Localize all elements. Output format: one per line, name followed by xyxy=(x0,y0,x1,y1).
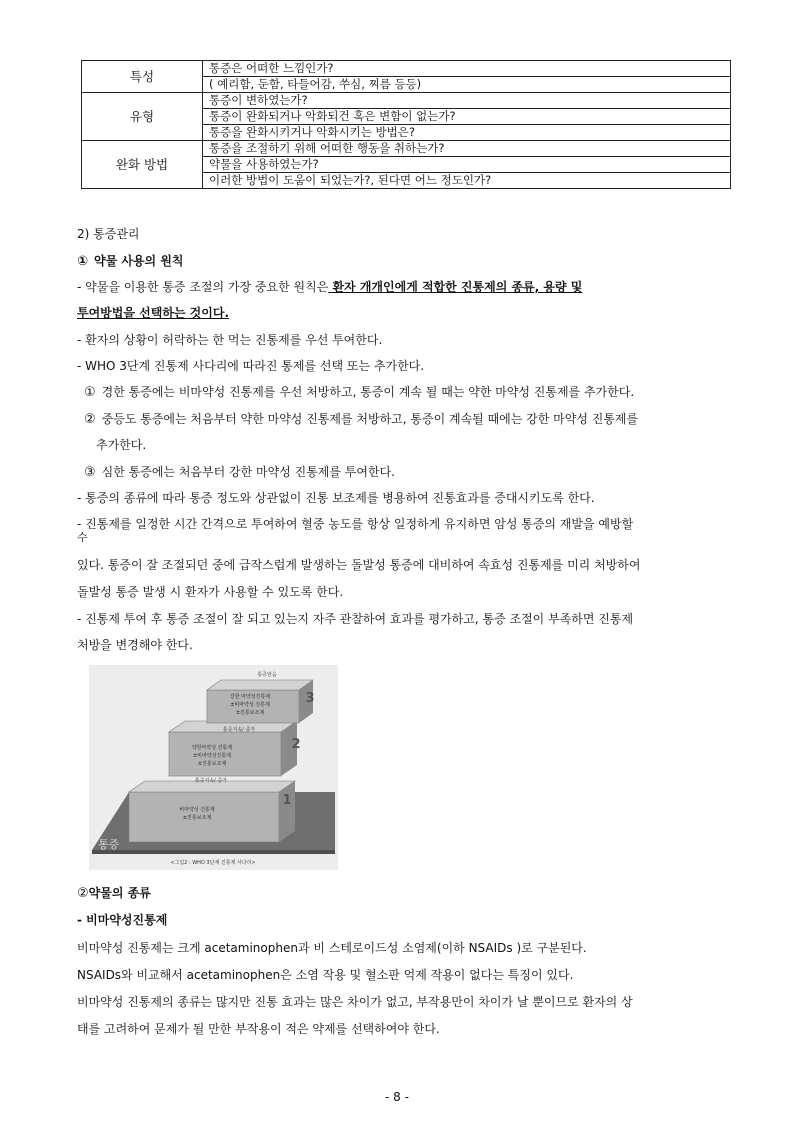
table-row xyxy=(82,61,731,77)
paragraph-line: 처방을 변경해야 한다. xyxy=(77,638,193,652)
paragraph-line: 추가한다. xyxy=(96,438,147,452)
item-cell: 통증이 완화되거나 악화되건 혹은 변함이 없는가? xyxy=(203,109,731,125)
ladder-step-2-text xyxy=(84,411,638,428)
paragraph-line: 수 xyxy=(77,531,88,544)
ladder-step-1-text xyxy=(84,384,634,401)
bullet-title: - 비마약성진통제 xyxy=(77,913,168,927)
paragraph-text: - 약물을 이용한 통증 조절의 가장 중요한 원칙은 xyxy=(77,280,329,294)
item-cell: 통증을 완화시키거나 악화시키는 방법은? xyxy=(203,125,731,141)
step-text: 경한 통증에는 비마약성 진통제를 우선 처방하고, 통증이 계속 될 때는 약한 마약성 진통제를 추가한다. xyxy=(101,385,635,399)
circled-number: ③ xyxy=(84,465,96,480)
paragraph-line: - 진통제를 일정한 시간 간격으로 투여하여 혈중 농도를 항상 일정하게 유지하면 암성 통증의 재발을 예방할 xyxy=(77,517,634,531)
paragraph-line: - WHO 3단계 진통제 사다리에 따라진 통제를 선택 또는 추가한다. xyxy=(77,359,425,373)
circled-number: ① xyxy=(77,254,89,269)
paragraph-line: - 진통제 투여 후 통증 조절이 잘 되고 있는지 자주 관찰하여 효과를 평가하고, 통증 조절이 부족하면 진통제 xyxy=(77,612,634,626)
item-cell: ( 예리함, 둔함, 타들어감, 쑤심, 찌름 등등) xyxy=(203,77,731,93)
escalation-arrow-label: 통증지속/ 증가 xyxy=(222,727,256,733)
figure-caption: <그림2 : WHO 3단계 진통제 사다리> xyxy=(170,860,256,866)
step-text: 심한 통증에는 처음부터 강한 마약성 진통제를 투여한다. xyxy=(101,465,395,479)
item-cell: 이러한 방법이 도움이 되었는가?, 된다면 어느 정도인가? xyxy=(203,173,731,189)
ladder-top-label: 통증암음 xyxy=(257,672,277,678)
item-cell: 통증을 조절하기 위해 어떠한 행동을 취하는가? xyxy=(203,141,731,157)
circled-number: ② xyxy=(77,886,89,901)
subsection-title-text: 약물 사용의 원칙 xyxy=(94,254,184,268)
escalation-arrow-label: 통증지속/ 증가 xyxy=(194,778,228,784)
circled-number: ② xyxy=(84,412,96,427)
subsection-title xyxy=(77,253,184,270)
step-1-number: 1 xyxy=(282,793,292,808)
step-3-drug-line: ±비마약성 진통제 xyxy=(230,702,270,708)
page-number: - 8 - xyxy=(385,1090,409,1104)
item-cell: 통증이 변하였는가? xyxy=(203,93,731,109)
paragraph-line: NSAIDs와 비교해서 acetaminophen은 소염 작용 및 혈소판 억제 작용이 없다는 특징이 있다. xyxy=(77,968,574,982)
section-heading: 2) 통증관리 xyxy=(77,227,140,241)
step-3-number: 3 xyxy=(305,691,315,706)
ladder-diagram xyxy=(89,665,338,870)
step-3-drug-line: ±진통보조제 xyxy=(235,710,265,716)
category-cell: 완화 방법 xyxy=(82,141,203,189)
who-analgesic-ladder-figure xyxy=(89,665,338,870)
circled-number: ① xyxy=(84,385,96,400)
table-row xyxy=(82,93,731,109)
paragraph-line: - 통증의 종류에 따라 통증 정도와 상관없이 진통 보조제를 병용하여 진통효과를 증대시키도록 한다. xyxy=(77,491,595,505)
table-row xyxy=(82,141,731,157)
paragraph-line: 돌발성 통증 발생 시 환자가 사용할 수 있도록 한다. xyxy=(77,585,344,599)
paragraph-line xyxy=(77,279,582,295)
step-2-drug-line: 약한마약성 진통제 xyxy=(191,745,233,751)
emphasis-line: 투여방법을 선택하는 것이다. xyxy=(77,306,230,320)
item-cell: 약물을 사용하였는가? xyxy=(203,157,731,173)
paragraph-line: - 환자의 상황이 허락하는 한 먹는 진통제를 우선 투여한다. xyxy=(77,333,383,347)
paragraph-line: 있다. 통증이 잘 조절되던 중에 급작스럽게 발생하는 돌발성 통증에 대비하여 속효성 진통제를 미리 처방하여 xyxy=(77,558,641,572)
subsection-title xyxy=(77,885,151,902)
paragraph-line: 태를 고려하여 문제가 될 만한 부작용이 적은 약제를 선택하여야 한다. xyxy=(77,1022,440,1036)
ladder-step-3-text xyxy=(84,464,395,481)
paragraph-line: 비마약성 진통제의 종류는 많지만 진통 효과는 많은 차이가 없고, 부작용만이 차이가 날 뿐이므로 환자의 상 xyxy=(77,995,633,1009)
step-2-number: 2 xyxy=(291,737,301,752)
item-cell: 통증은 어떠한 느낌인가? xyxy=(203,61,731,77)
pain-base-label: 통증 xyxy=(98,838,120,851)
step-text: 중등도 통증에는 처음부터 약한 마약성 진통제를 처방하고, 통증이 계속될 때에는 강한 마약성 진통제를 xyxy=(101,412,639,426)
ladder-base-edge xyxy=(92,850,335,854)
ladder-step-3-top xyxy=(207,680,313,690)
step-1-drug-line: 비마약성 진통제 xyxy=(179,807,215,813)
subsection-title-text: 약물의 종류 xyxy=(88,886,151,900)
step-2-drug-line: ±진통보조제 xyxy=(197,761,227,767)
pain-assessment-table xyxy=(81,60,731,189)
step-1-drug-line: ±진통보조제 xyxy=(182,815,212,821)
paragraph-line: 비마약성 진통제는 크게 acetaminophen과 비 스테로이드성 소염제(이하 NSAIDs )로 구분된다. xyxy=(77,941,587,955)
step-3-drug-line: 강한 마약성진통제 xyxy=(229,694,271,700)
category-cell: 특성 xyxy=(82,61,203,93)
category-cell: 유형 xyxy=(82,93,203,141)
step-2-drug-line: ±비마약성진통제 xyxy=(192,753,232,759)
emphasis-text: 환자 개개인에게 적합한 진통제의 종류, 용량 및 xyxy=(328,280,583,294)
